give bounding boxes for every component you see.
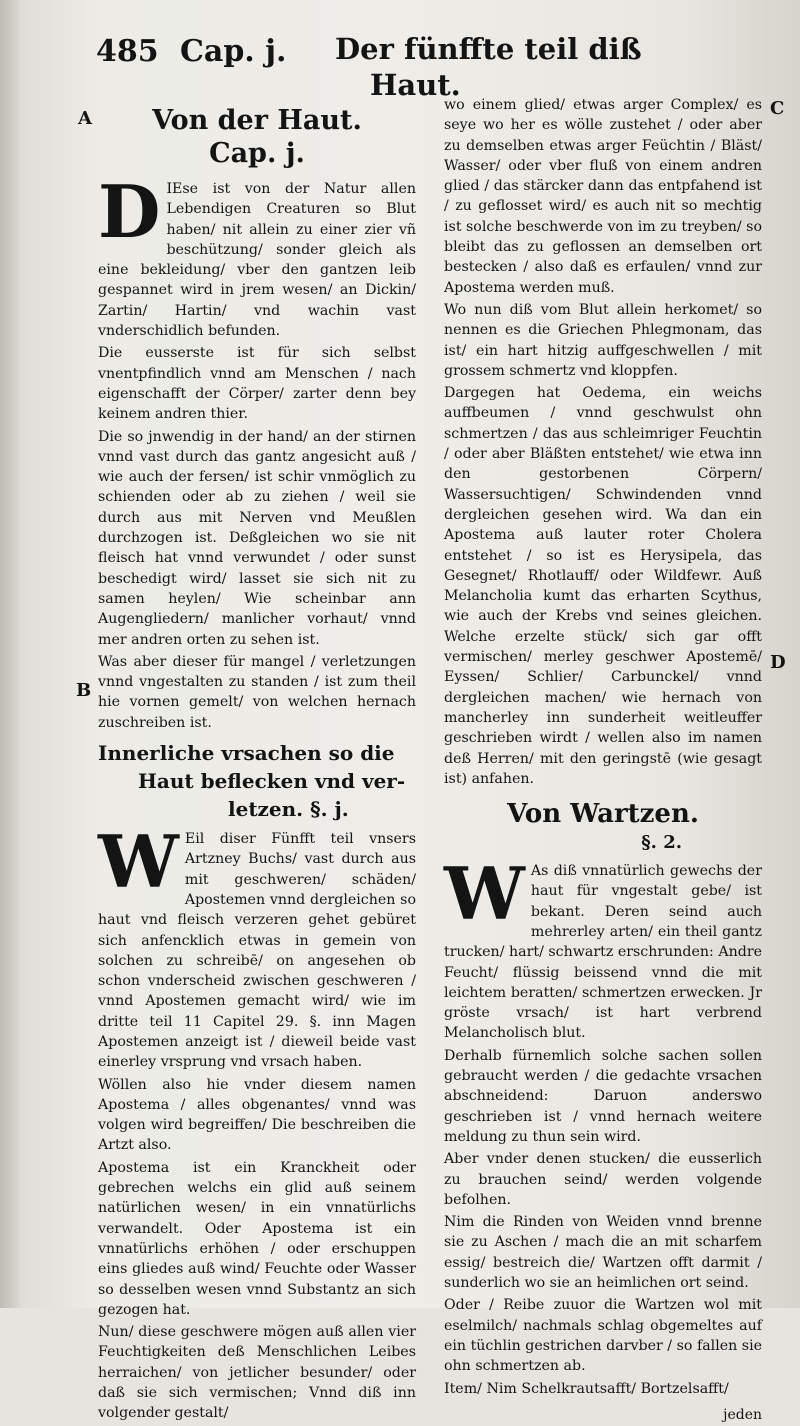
- paragraph: Die so jnwendig in der hand/ an der stirnen vnnd vast durch das gantz angesicht auß / wie auch der fersen/ ist schir vnmöglich zu schienden oder ab zu ziehen / weil sie durch aus mit Nerven vnd Meußlen durchzogen ist. Deßgleichen wo sie nit fleisch hat vnnd verwundet / oder sunst beschedigt wird/ lasset sie sich nit zu samen heylen/ Wie scheinbar ann Augengliedern/ manlicher vorhaut/ vnnd mer andren orten zu sehen ist.: [98, 428, 416, 648]
- chapter-number: Cap. j.: [209, 138, 305, 169]
- margin-letter-c: C: [770, 98, 785, 119]
- paragraph: Nim die Rinden von Weiden vnnd brenne sie zu Aschen / mach die an mit scharfem essig/ bestreich die/ Wartzen offt darmit / sunderlich wo sie an heimlichen ort seind.: [444, 1214, 762, 1292]
- right-column: [444, 95, 762, 1425]
- margin-letter-d: D: [770, 652, 786, 673]
- paragraph: Die eusserste ist für sich selbst vnentpfindlich vnnd am Menschen / nach eigenschafft der Cörper/ zarter denn bey keinem andren thier.: [98, 345, 416, 423]
- paragraph: wo einem glied/ etwas arger Complex/ es seye wo her es wölle zustehet / oder aber zu demselben etwas arger Feüchtin / Bläst/ Wasser/ oder vber fluß von einem andren glied / das stärcker dann das entpfahend ist / zu geflosset wird/ es auch nit so mechtig ist solche beschwerde von im zu treyben/ so bleibt das zu geflossen an demselben ort bestecken / also daß es erfaulen/ vnnd zur Apostema werden muß.: [444, 97, 762, 296]
- catchword: jeden: [723, 1406, 762, 1423]
- header-title: Der fünffte teil diß: [335, 32, 642, 66]
- drop-cap: W: [98, 819, 179, 905]
- drop-cap: D: [98, 169, 161, 254]
- header-subtitle: Haut.: [370, 68, 461, 102]
- paragraph: Oder / Reibe zuuor die Wartzen wol mit eselmilch/ nachmals schlag obgemeltes auf ein tüchlin gestrichen darvber / so fallen sie ohn schmertzen ab.: [444, 1297, 762, 1375]
- section-heading-line: Haut beflecken vnd ver-: [138, 769, 406, 794]
- paragraph: W As diß vnnatürlich gewechs der haut für vngestalt gebe/ ist bekant. Deren seind auch mehrerley arten/ ein theil gantz trucken/ hart/ schwartz erschrunden: Andre Feucht/ flüssig beissend vnnd die mit leichtem beratten/ schmertzen erwecken. Jr gröste vrsach/ ist hart verbrend Melancholisch blut.: [444, 851, 762, 1042]
- paragraph: Dargegen hat Oedema, ein weichs auffbeumen / vnnd geschwulst ohn schmertzen / das aus schleimriger Feuchtin / oder aber Bläßten entstehet/ wie etwa inn den gestorbenen Cörpern/ Wassersuchtigen/ Schwindenden vnnd dergleichen gesehen wird. Wa dan ein Apostema auß lauter roter Cholera entstehet / so ist es Herysipela, das Gesegnet/ Rhotlauff/ oder Wildfewr. Auß Melancholia kumt das erharten Scythus, wie auch der Krebs vnd seines gleichen. Welche erzelte stück/ sich gar offt vermischen/ merley geschwer Apostemē/ Eyssen/ Schlier/ Carbunckel/ vnnd dergleichen machen/ wie hernach von mancherley inn sunderheit weitleuffer geschrieben wirdt / wellen also im namen deß Herren/ mit den geringstē (wie gesagt ist) anfahen.: [444, 385, 762, 787]
- chapter-title: Von der Haut.: [152, 105, 362, 136]
- page-number: 485: [96, 34, 159, 69]
- binding-shadow: [0, 0, 22, 1308]
- paragraph: Derhalb fürnemlich solche sachen sollen gebraucht werden / die gedachte vrsachen abschneidend: Daruon anderswo geschrieben ist / vnnd hernach weitere meldung zu thun sein wird.: [444, 1047, 762, 1145]
- running-header: [0, 30, 800, 100]
- header-chapter: Cap. j.: [180, 34, 287, 69]
- section-number: §. 2.: [641, 832, 682, 854]
- paragraph: D IEse ist von der Natur allen Lebendigen Creaturen so Blut haben/ nit allein zu einer zier vñ beschützung/ sonder gleich als eine bekleidung/ vber den gantzen leib gespannet wird in jrem wesen/ an Dickin/ Zartin/ Hartin/ vnd wachin vast vnderschidlich befunden.: [98, 169, 416, 340]
- paragraph: Aber vnder denen stucken/ die eusserlich zu brauchen seind/ werden volgende befolhen.: [444, 1151, 762, 1208]
- drop-cap: W: [444, 851, 525, 937]
- margin-letter-a: A: [78, 108, 92, 129]
- paragraph: Apostema ist ein Kranckheit oder gebrechen welchs ein glid auß seinem natürlichen wesen/ in ein vnnatürlichs verwandelt. Oder Apostema ist ein vnnatürlichs erhöhen / oder erschuppen eins gliedes auß wind/ Feuchte oder Wasser so desselben wesen vnnd Substantz an sich gezogen hat.: [98, 1159, 416, 1318]
- paragraph: Was aber dieser für mangel / verletzungen vnnd vngestalten zu standen / ist zum theil hie vornen gemelt/ von welchen hernach zuschreiben ist.: [98, 653, 416, 731]
- paragraph: Wöllen also hie vnder diesem namen Apostema / alles obgenantes/ vnnd was volgen wird begreiffen/ Die beschreiben die Artzt also.: [98, 1076, 416, 1154]
- section-heading-line: letzen. §. j.: [228, 797, 349, 822]
- section-heading: [98, 739, 416, 823]
- paragraph: W Eil diser Fünfft teil vnsers Artzney Buchs/ vast durch aus mit geschweren/ schäden/ Apostemen vnnd dergleichen so haut vnd fleisch verzeren gehet gebüret sich anfencklich etwas in gemein von solchen zu schreibē/ on angesehen ob schon vnderscheid zwischen geschweren / vnnd Apostemen gemacht wird/ wie im dritte teil 11 Capitel 29. §. inn Magen Apostemen anzeigt ist / dieweil beide vast einerley vrsprung vnd vrsach haben.: [98, 819, 416, 1071]
- paragraph: Wo nun diß vom Blut allein herkomet/ so nennen es die Griechen Phlegmonam, das ist/ ein hart hitzig auffgeschwellen / mit grossem schmertz vnd kloppfen.: [444, 301, 762, 379]
- paragraph: Item/ Nim Schelkrautsafft/ Bortzelsafft/: [444, 1380, 729, 1397]
- section-title: Von Wartzen.: [507, 799, 699, 830]
- paragraph: Nun/ diese geschwere mögen auß allen vier Feuchtigkeiten deß Menschlichen Leibes herraichen/ von jetlicher besunder/ oder daß sie sich vermischen; Vnnd diß inn volgender gestalt/: [98, 1324, 416, 1422]
- margin-letter-b: B: [76, 680, 92, 701]
- section-heading-line: Innerliche vrsachen so die: [98, 741, 395, 766]
- left-column: [98, 105, 416, 1426]
